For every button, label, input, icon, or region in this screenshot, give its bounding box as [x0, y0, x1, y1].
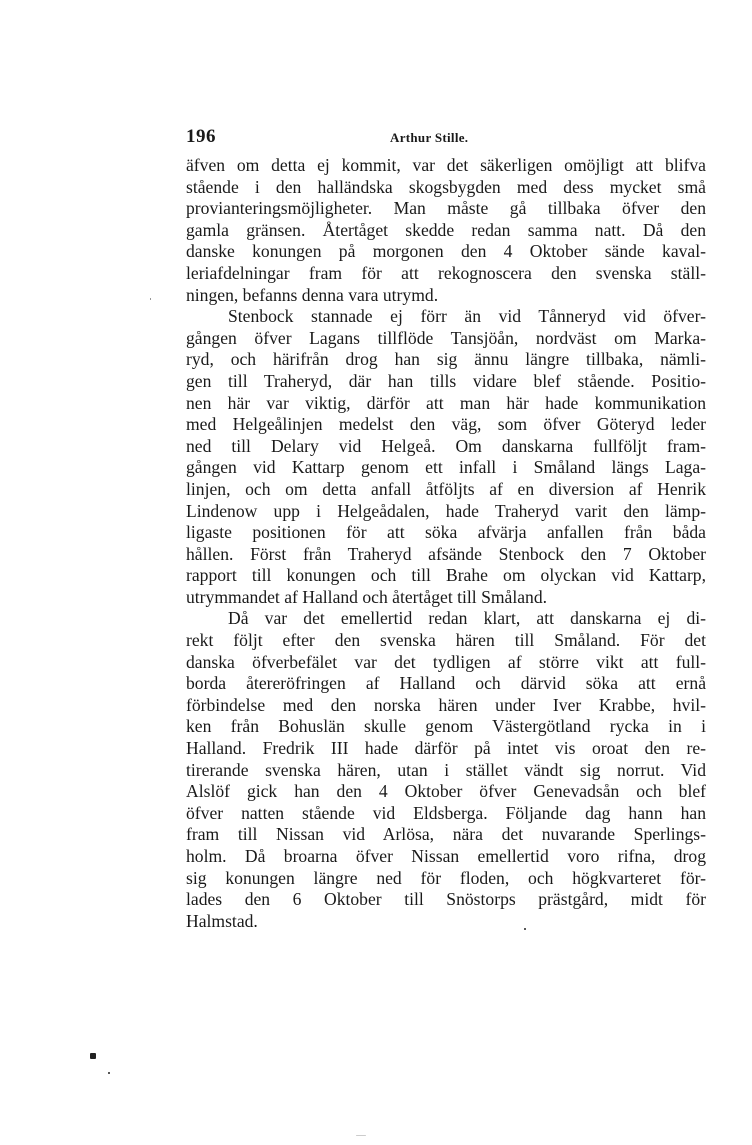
running-head: Arthur Stille. — [390, 130, 469, 145]
ink-speck — [524, 928, 526, 930]
text-line: öfver natten stående vid Eldsberga. Följande dag hann han — [186, 802, 706, 823]
ink-speck — [108, 1072, 110, 1074]
text-line: provianteringsmöjligheter. Man måste gå tillbaka öfver den — [186, 198, 706, 219]
text-line: danske konungen på morgonen den 4 Oktober sände kaval- — [186, 241, 706, 262]
text-line: med Helgeålinjen medelst den väg, som öfver Göteryd leder — [186, 414, 706, 435]
text-line: Alslöf gick han den 4 Oktober öfver Genevadsån och blef — [186, 781, 706, 802]
text-line: ligaste positionen för att söka afvärja anfallen från båda — [186, 522, 706, 543]
text-line: sig konungen längre ned för floden, och högkvarteret för- — [186, 867, 706, 888]
text-line: ken från Bohuslän skulle genom Västergötland rycka in i — [186, 716, 706, 737]
text-line: förbindelse med den norska hären under Iver Krabbe, hvil- — [186, 694, 706, 715]
text-line: Halmstad. — [186, 910, 258, 931]
ink-speck — [150, 298, 151, 300]
text-line: linjen, och om detta anfall åtföljts af en diversion af Henrik — [186, 478, 706, 499]
text-line: fram till Nissan vid Arlösa, nära det nuvarande Sperlings- — [186, 824, 706, 845]
text-line: holm. Då broarna öfver Nissan emellertid voro rifna, drog — [186, 846, 706, 866]
text-line: nen här var viktig, därför att man här hade kommunikation — [186, 392, 706, 413]
text-line: gamla gränsen. Återtåget skedde redan samma natt. Då den — [186, 219, 706, 240]
text-line: rekt följt efter den svenska hären till Småland. För det — [186, 630, 706, 651]
text-line: ningen, befanns denna vara utrymd. — [186, 284, 439, 305]
text-line: gen till Traheryd, där han tills vidare blef stående. Positio- — [186, 370, 706, 391]
text-line: rapport till konungen och till Brahe om olyckan vid Kattarp, — [186, 565, 706, 586]
text-line: stående i den halländska skogsbygden med dess mycket små — [186, 176, 706, 197]
text-line: gången öfver Lagans tillflöde Tansjöån, nordväst om Marka- — [186, 327, 706, 348]
text-line: Lindenow upp i Helgeådalen, hade Traheryd varit den lämp- — [186, 500, 706, 521]
body-text — [186, 155, 706, 932]
text-line: tirerande svenska hären, utan i stället vändt sig norrut. Vid — [186, 759, 706, 780]
ink-speck — [356, 1135, 366, 1136]
page-number: 196 — [186, 126, 216, 147]
text-line: äfven om detta ej kommit, var det säkerligen omöjligt att blifva — [186, 155, 706, 175]
text-line: Stenbock stannade ej förr än vid Tånneryd vid öfver- — [228, 306, 706, 327]
text-line: leriafdelningar fram för att rekognoscera den svenska ställ- — [186, 262, 706, 283]
text-line: gången vid Kattarp genom ett infall i Småland längs Laga- — [186, 457, 706, 478]
text-line: Då var det emellertid redan klart, att danskarna ej di- — [228, 608, 706, 629]
ink-speck — [90, 1053, 96, 1059]
text-line: ryd, och härifrån drog han sig ännu längre tillbaka, nämli- — [186, 349, 706, 370]
text-line: danska öfverbefälet var det tydligen af större vikt att full- — [186, 651, 706, 672]
text-line: utrymmandet af Halland och återtåget till Småland. — [186, 586, 548, 607]
text-line: borda återeröfringen af Halland och därvid söka att ernå — [186, 673, 706, 694]
text-line: Halland. Fredrik III hade därför på intet vis oroat den re- — [186, 738, 706, 759]
text-line: lades den 6 Oktober till Snöstorps prästgård, midt för — [186, 889, 706, 910]
text-line: ned till Delary vid Helgeå. Om danskarna fullföljt fram- — [186, 435, 706, 456]
text-line: hållen. Först från Traheryd afsände Stenbock den 7 Oktober — [186, 543, 706, 564]
